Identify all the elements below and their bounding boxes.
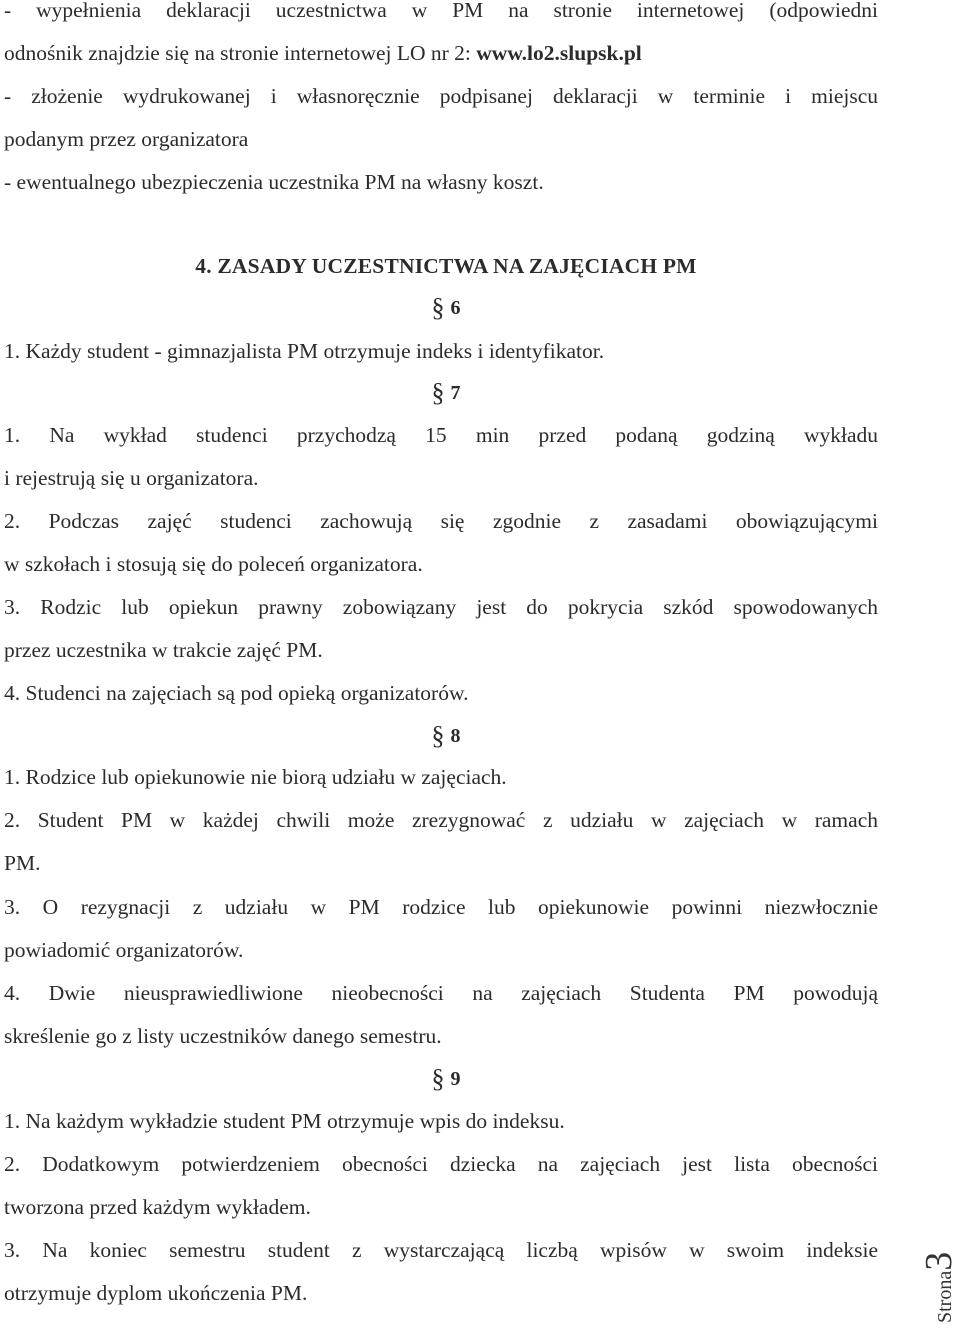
page-label-word: Strona [934, 1270, 956, 1323]
body-line: 1. Na każdym wykładzie student PM otrzymuje wpis do indeksu. [4, 1109, 565, 1133]
body-line: - ewentualnego ubezpieczenia uczestnika PM na własny koszt. [4, 170, 544, 194]
section-number: 6 [450, 297, 461, 319]
section-marker [0, 379, 892, 407]
section-symbol: § [431, 293, 445, 322]
body-line-with-url [4, 39, 878, 67]
body-line: 3. Na koniec semestru student z wystarczającą liczbą wpisów w swoim indeksie [4, 1238, 878, 1262]
body-line: tworzona przed każdym wykładem. [4, 1195, 311, 1219]
body-line: przez uczestnika w trakcie zajęć PM. [4, 638, 323, 662]
body-line: i rejestrują się u organizatora. [4, 466, 259, 490]
body-line: 1. Rodzice lub opiekunowie nie biorą udziału w zajęciach. [4, 765, 507, 789]
section-symbol: § [431, 721, 445, 750]
page-number: 3 [918, 1251, 960, 1271]
body-line: powiadomić organizatorów. [4, 938, 244, 962]
body-line: podanym przez organizatora [4, 127, 249, 151]
section-marker [0, 294, 892, 322]
chapter-heading: 4. ZASADY UCZESTNICTWA NA ZAJĘCIACH PM [195, 254, 697, 278]
page-number-label [920, 1252, 958, 1323]
section-marker [0, 722, 892, 750]
body-line: 3. Rodzic lub opiekun prawny zobowiązany jest do pokrycia szkód spowodowanych [4, 595, 878, 619]
body-line: otrzymuje dyplom ukończenia PM. [4, 1281, 308, 1305]
body-line: 1. Każdy student - gimnazjalista PM otrzymuje indeks i identyfikator. [4, 339, 605, 363]
section-symbol: § [431, 1064, 445, 1093]
body-line: - wypełnienia deklaracji uczestnictwa w PM na stronie internetowej (odpowiedni [4, 0, 878, 22]
body-line: PM. [4, 851, 41, 875]
section-number: 8 [450, 725, 461, 747]
section-marker [0, 1065, 892, 1093]
body-line: w szkołach i stosują się do poleceń organizatora. [4, 552, 423, 576]
section-number: 7 [450, 382, 461, 404]
body-line: 2. Podczas zajęć studenci zachowują się zgodnie z zasadami obowiązującymi [4, 509, 878, 533]
body-line: skreślenie go z listy uczestników danego semestru. [4, 1024, 442, 1048]
section-symbol: § [431, 378, 445, 407]
section-number: 9 [450, 1068, 461, 1090]
body-line: - złożenie wydrukowanej i własnoręcznie podpisanej deklaracji w terminie i miejscu [4, 84, 878, 108]
body-line: 4. Dwie nieusprawiedliwione nieobecności na zajęciach Studenta PM powodują [4, 981, 878, 1005]
body-text: odnośnik znajdzie się na stronie internetowej LO nr 2: [4, 41, 477, 65]
body-line: 4. Studenci na zajęciach są pod opieką organizatorów. [4, 681, 469, 705]
body-line: 2. Dodatkowym potwierdzeniem obecności dziecka na zajęciach jest lista obecności [4, 1152, 878, 1176]
website-url: www.lo2.slupsk.pl [476, 41, 642, 65]
body-line: 1. Na wykład studenci przychodzą 15 min przed podaną godziną wykładu [4, 423, 878, 447]
body-line: 3. O rezygnacji z udziału w PM rodzice lub opiekunowie powinni niezwłocznie [4, 895, 878, 919]
body-line: 2. Student PM w każdej chwili może zrezygnować z udziału w zajęciach w ramach [4, 808, 878, 832]
